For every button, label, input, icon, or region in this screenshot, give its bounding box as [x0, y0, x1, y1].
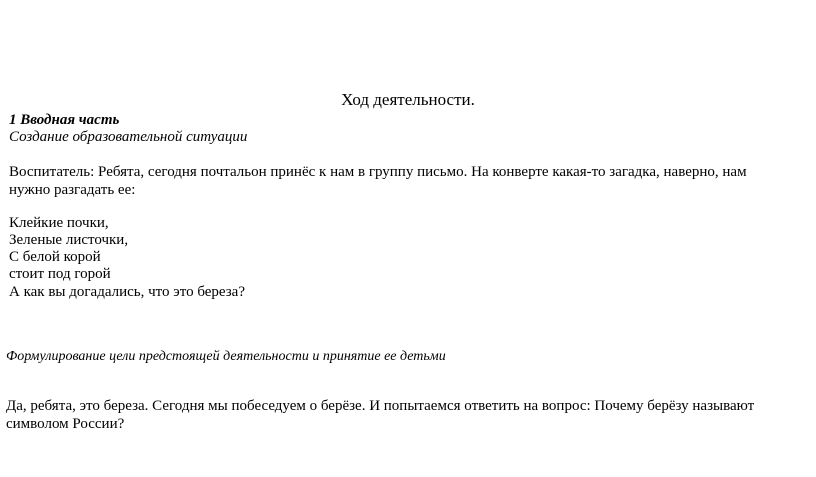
intro-line-2: нужно разгадать ее:	[9, 182, 136, 198]
riddle-line-3: С белой корой	[9, 249, 101, 265]
subheading: Создание образовательной ситуации	[9, 129, 248, 145]
goal-heading: Формулирование цели предстоящей деятельности и принятие ее детьми	[6, 349, 446, 364]
riddle-line-4: стоит под горой	[9, 266, 111, 282]
document-title: Ход деятельности.	[341, 90, 475, 109]
riddle-line-1: Клейкие почки,	[9, 215, 109, 231]
intro-line-1: Воспитатель: Ребята, сегодня почтальон принёс к нам в группу письмо. На конверте какая-то загадка, наверно, нам	[9, 164, 747, 180]
question-line: А как вы догадались, что это береза?	[9, 284, 245, 300]
riddle-line-2: Зеленые листочки,	[9, 232, 129, 248]
section-heading: 1 Вводная часть	[9, 112, 120, 128]
closing-line-1: Да, ребята, это береза. Сегодня мы побеседуем о берёзе. И попытаемся ответить на вопрос: Почему берёзу называют	[6, 398, 755, 414]
closing-line-2: символом России?	[6, 416, 125, 432]
